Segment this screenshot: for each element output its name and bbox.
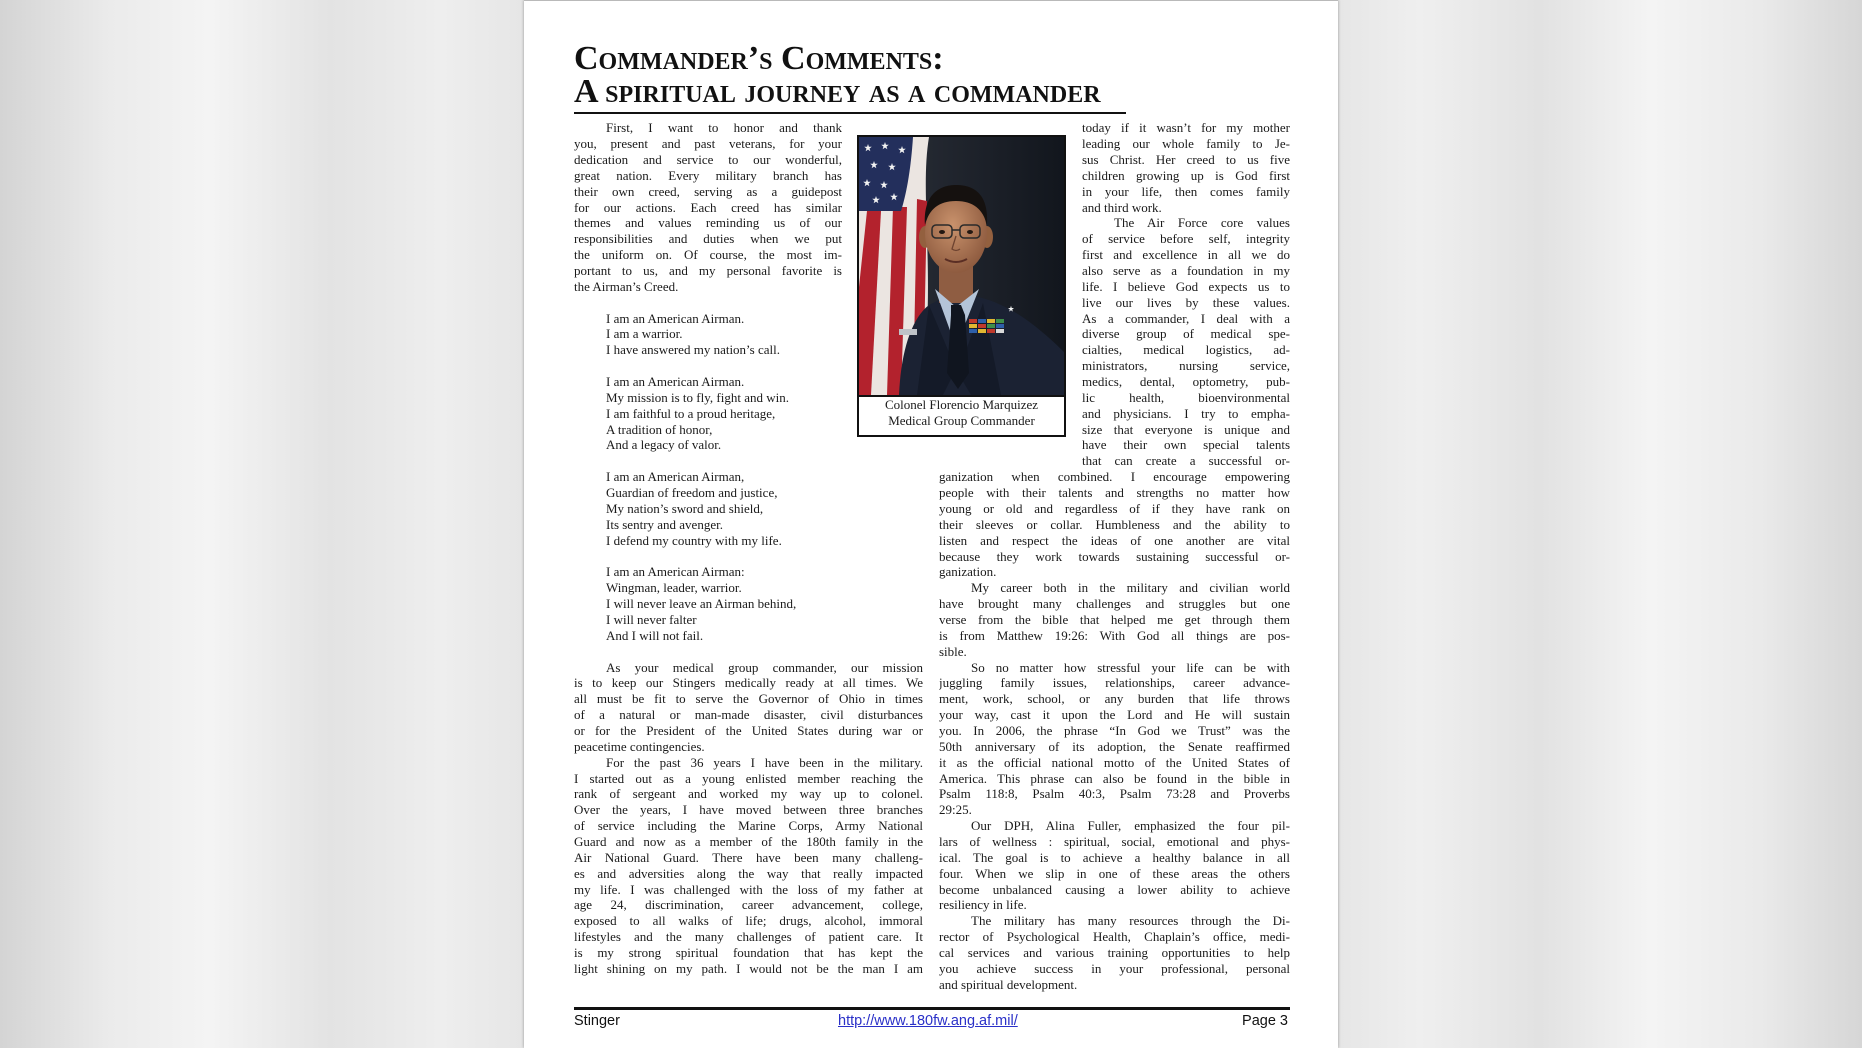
paragraph-line: dedication and service to our wonderful, xyxy=(574,152,842,168)
creed-line: And I will not fail. xyxy=(606,627,704,643)
paragraph-line: My career both in the military and civilian world xyxy=(971,580,1290,596)
paragraph-line: sus Christ. Her creed to us five xyxy=(1082,152,1290,168)
caption-name: Colonel Florencio Marquizez xyxy=(884,397,1039,412)
paragraph-line: juggling family issues, relationships, career advance- xyxy=(939,675,1290,691)
paragraph-line: their sleeves or collar. Humbleness and the ability to xyxy=(939,516,1290,532)
blank-line xyxy=(574,549,842,565)
paragraph-line: is to keep our Stingers medically ready at all times. We xyxy=(574,675,923,691)
footer-website-link[interactable]: http://www.180fw.ang.af.mil/ xyxy=(838,1013,1018,1029)
creed-line: I am faithful to a proud heritage, xyxy=(606,405,776,421)
paragraph-line: medics, dental, optometry, pub- xyxy=(1082,374,1290,390)
paragraph-line: and third work. xyxy=(1082,199,1162,215)
paragraph-line: cal services and various training opportunities to help xyxy=(939,944,1290,960)
paragraph-line: lars of wellness : spiritual, social, emotional and phys- xyxy=(939,833,1290,849)
creed-line: And a legacy of valor. xyxy=(606,437,722,453)
paragraph-line: So no matter how stressful your life can be with xyxy=(971,659,1290,675)
paragraph-line: I started out as a young enlisted member reaching the xyxy=(574,770,923,786)
article-title-line: Commander’s Comments: xyxy=(574,40,944,77)
paragraph-line: in your life, then comes family xyxy=(1082,183,1290,199)
creed-line: Guardian of freedom and justice, xyxy=(606,485,778,501)
article-title xyxy=(574,42,1101,108)
paragraph-line: First, I want to honor and thank xyxy=(606,120,842,136)
paragraph-line: ministrators, nursing service, xyxy=(1082,358,1290,374)
paragraph-line: your way, cast it upon the Lord and He will sustain xyxy=(939,707,1290,723)
photo-caption xyxy=(859,397,1064,429)
paragraph-line: ment, work, school, or any burden that life throws xyxy=(939,691,1290,707)
caption-role: Medical Group Commander xyxy=(888,413,1035,428)
creed-line: My mission is to fly, fight and win. xyxy=(606,389,789,405)
paragraph-line: rank of sergeant and worked my way up to colonel. xyxy=(574,786,923,802)
creed-line: Wingman, leader, warrior. xyxy=(606,580,742,596)
paragraph-line: live our lives by these values. xyxy=(1082,294,1290,310)
paragraph-line: my life. I was challenged with the loss of my father at xyxy=(574,881,923,897)
paragraph-line: of a natural or man-made disaster, civil disturbances xyxy=(574,707,923,723)
paragraph-line: the Airman’s Creed. xyxy=(574,278,679,294)
paragraph-line: size that everyone is unique and xyxy=(1082,421,1290,437)
creed-line: I will never leave an Airman behind, xyxy=(606,596,797,612)
paragraph-line: all must be fit to serve the Governor of Ohio in times xyxy=(574,691,923,707)
paragraph-line: and physicians. I try to empha- xyxy=(1082,405,1290,421)
paragraph-line: light shining on my path. I would not be the man I am xyxy=(574,960,923,976)
paragraph-line: because they work towards sustaining successful or- xyxy=(939,548,1290,564)
paragraph-line: young or old and regardless of if they have rank on xyxy=(939,500,1290,516)
paragraph-line: also serve as a foundation in my xyxy=(1082,263,1290,279)
paragraph-line: portant to us, and my personal favorite is xyxy=(574,263,842,279)
blank-line xyxy=(574,644,842,660)
paragraph-line: have brought many challenges and struggles but one xyxy=(939,596,1290,612)
paragraph-line: first and excellence in all we do xyxy=(1082,247,1290,263)
paragraph-line: the uniform on. Of course, the most im- xyxy=(574,247,842,263)
paragraph-line: The military has many resources through the Di- xyxy=(971,913,1290,929)
paragraph-line: ganization. xyxy=(939,564,997,580)
paragraph-line: it as the official national motto of the United States of xyxy=(939,754,1290,770)
footer-page-number: Page 3 xyxy=(1242,1013,1288,1029)
paragraph-line: Psalm 118:8, Psalm 40:3, Psalm 73:28 and Proverbs xyxy=(939,786,1290,802)
blank-line xyxy=(574,453,842,469)
paragraph-line: and spiritual development. xyxy=(939,976,1078,992)
paragraph-line: life. I believe God expects us to xyxy=(1082,278,1290,294)
paragraph-line: have their own special talents xyxy=(1082,437,1290,453)
creed-line: I am an American Airman. xyxy=(606,310,745,326)
paragraph-line: for our actions. Each creed has similar xyxy=(574,199,842,215)
paragraph-line: verse from the bible that helped me get through them xyxy=(939,611,1290,627)
paragraph-line: peacetime contingencies. xyxy=(574,738,705,754)
paragraph-line: is my strong spiritual foundation that has kept the xyxy=(574,944,923,960)
paragraph-line: America. This phrase can also be found in the bible in xyxy=(939,770,1290,786)
paragraph-line: people with their talents and strengths no matter how xyxy=(939,485,1290,501)
paragraph-line: For the past 36 years I have been in the military. xyxy=(606,754,923,770)
paragraph-line: four. When we slip in one of these areas the others xyxy=(939,865,1290,881)
paragraph-line: lifestyles and the many challenges of patient care. It xyxy=(574,929,923,945)
paragraph-line: children growing up is God first xyxy=(1082,167,1290,183)
paragraph-line: you achieve success in your professional, personal xyxy=(939,960,1290,976)
commander-portrait xyxy=(859,137,1064,397)
paragraph-line: ganization when combined. I encourage empowering xyxy=(939,469,1290,485)
footer-publication-name: Stinger xyxy=(574,1013,620,1029)
creed-line: I am an American Airman: xyxy=(606,564,745,580)
paragraph-line: As a commander, I deal with a xyxy=(1082,310,1290,326)
creed-line: I am a warrior. xyxy=(606,326,683,342)
paragraph-line: leading our whole family to Je- xyxy=(1082,136,1290,152)
creed-line: A tradition of honor, xyxy=(606,421,713,437)
footer-rule xyxy=(574,1007,1290,1010)
page-footer xyxy=(574,1012,1290,1032)
paragraph-line: Our DPH, Alina Fuller, emphasized the four pil- xyxy=(971,818,1290,834)
paragraph-line: resiliency in life. xyxy=(939,897,1027,913)
paragraph-line: Over the years, I have moved between three branches xyxy=(574,802,923,818)
paragraph-line: listen and respect the ideas of one another are vital xyxy=(939,532,1290,548)
creed-line: I will never falter xyxy=(606,611,697,627)
creed-line: I am an American Airman, xyxy=(606,469,745,485)
paragraph-line: Guard and now as a member of the 180th family in the xyxy=(574,833,923,849)
paragraph-line: that can create a successful or- xyxy=(1082,453,1290,469)
paragraph-line: es and adversities along the way that really impacted xyxy=(574,865,923,881)
paragraph-line: Air National Guard. There have been many challeng- xyxy=(574,849,923,865)
blank-line xyxy=(574,358,842,374)
paragraph-line: 29:25. xyxy=(939,802,972,818)
paragraph-line: of service before self, integrity xyxy=(1082,231,1290,247)
paragraph-line: is from Matthew 19:26: With God all things are pos- xyxy=(939,627,1290,643)
paragraph-line: you, present and past veterans, for your xyxy=(574,136,842,152)
paragraph-line: ical. The goal is to achieve a healthy balance in all xyxy=(939,849,1290,865)
creed-line: Its sentry and avenger. xyxy=(606,516,723,532)
paragraph-line: become unbalanced causing a lower ability to achieve xyxy=(939,881,1290,897)
photo-frame xyxy=(857,135,1066,437)
paragraph-line: cialties, medical logistics, ad- xyxy=(1082,342,1290,358)
creed-line: My nation’s sword and shield, xyxy=(606,500,764,516)
paragraph-line: rector of Psychological Health, Chaplain’s office, medi- xyxy=(939,929,1290,945)
paragraph-line: exposed to all walks of life; drugs, alcohol, immoral xyxy=(574,913,923,929)
paragraph-line: 50th anniversary of its adoption, the Senate reaffirmed xyxy=(939,738,1290,754)
paragraph-line: their own creed, serving as a guidepost xyxy=(574,183,842,199)
paragraph-line: lic health, bioenvironmental xyxy=(1082,389,1290,405)
paragraph-line: diverse group of medical spe- xyxy=(1082,326,1290,342)
creed-line: I defend my country with my life. xyxy=(606,532,782,548)
paragraph-line: As your medical group commander, our mission xyxy=(606,659,923,675)
paragraph-line: responsibilities and duties when we put xyxy=(574,231,842,247)
paragraph-line: themes and values reminding us of our xyxy=(574,215,842,231)
paragraph-line: The Air Force core values xyxy=(1114,215,1290,231)
title-rule xyxy=(574,112,1126,114)
paragraph-line: sible. xyxy=(939,643,967,659)
paragraph-line: today if it wasn’t for my mother xyxy=(1082,120,1290,136)
creed-line: I am an American Airman. xyxy=(606,374,745,390)
paragraph-line: great nation. Every military branch has xyxy=(574,167,842,183)
creed-line: I have answered my nation’s call. xyxy=(606,342,780,358)
paragraph-line: age 24, discrimination, career advancement, college, xyxy=(574,897,923,913)
article-subtitle-line: A spiritual journey as a commander xyxy=(574,73,1101,110)
blank-line xyxy=(574,295,842,311)
paragraph-line: of service including the Marine Corps, Army National xyxy=(574,818,923,834)
paragraph-line: or for the President of the United States during war or xyxy=(574,722,923,738)
paragraph-line: you. In 2006, the phrase “In God we Trust” was the xyxy=(939,722,1290,738)
